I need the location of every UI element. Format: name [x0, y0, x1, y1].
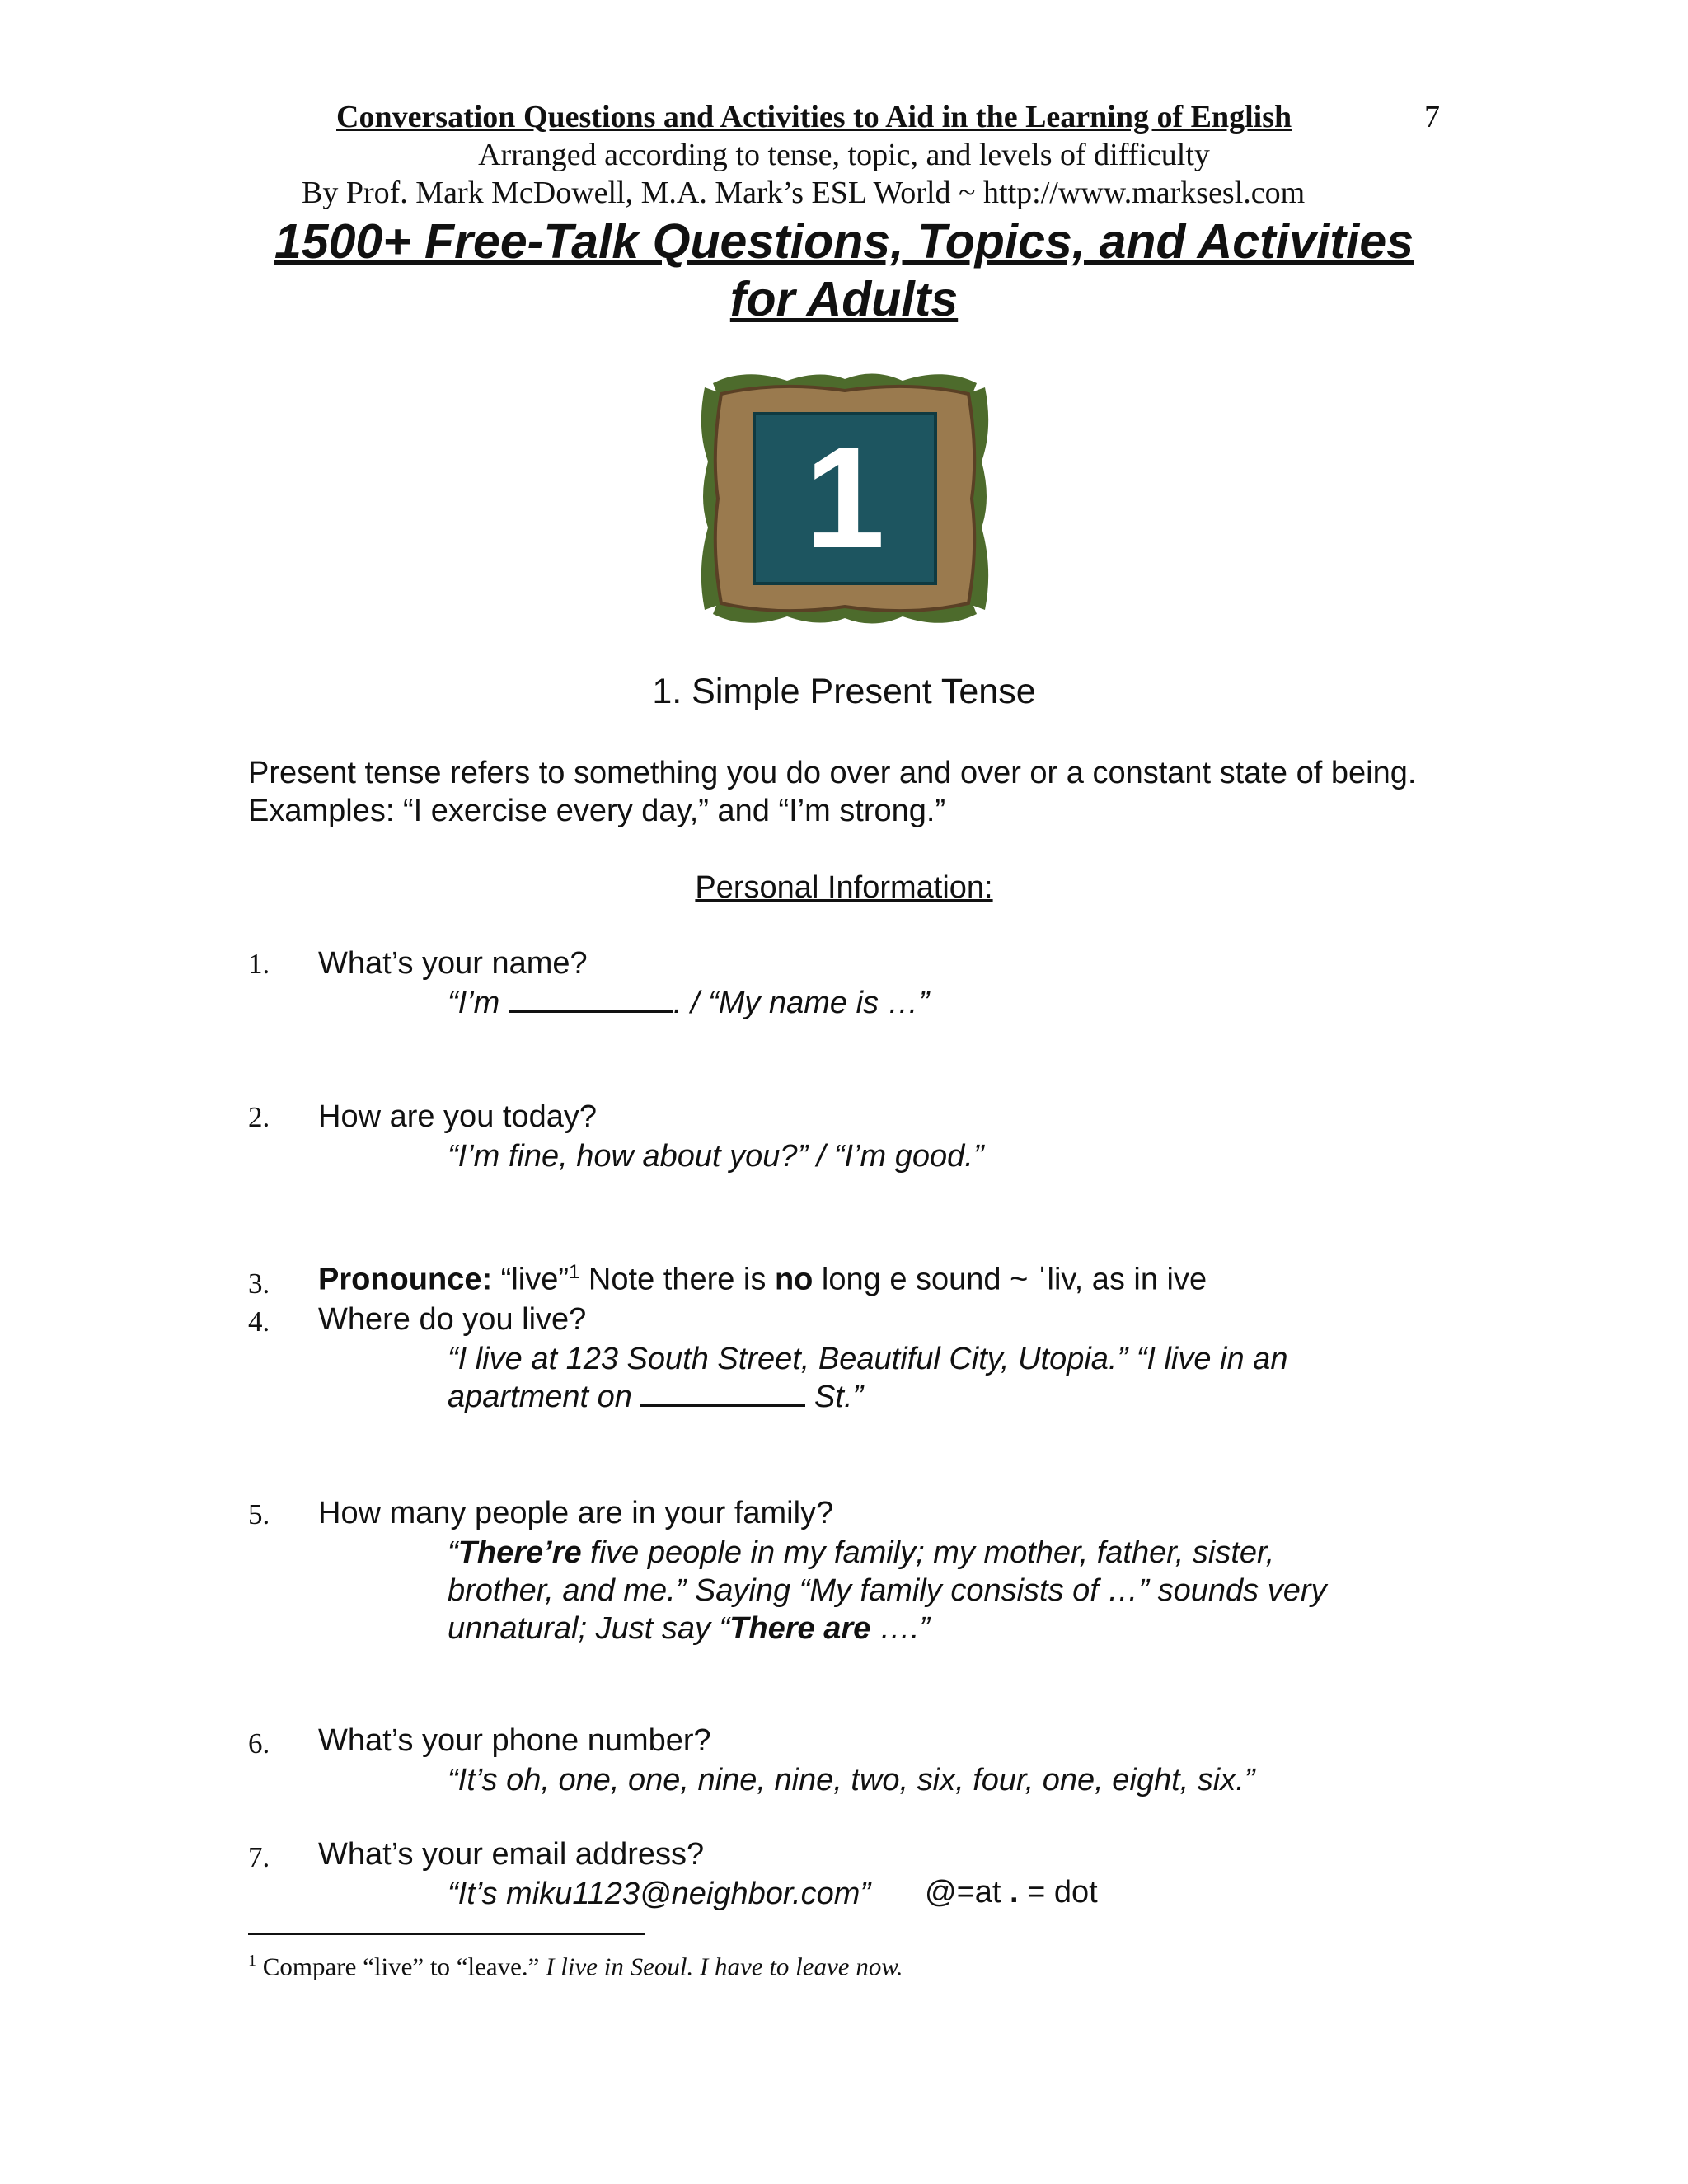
footnote-text: Compare “live” to “leave.” — [256, 1952, 546, 1981]
fill-in-blank-line — [509, 986, 673, 1013]
fill-in-blank-line — [640, 1380, 805, 1407]
item-4-number: 4. — [248, 1305, 270, 1338]
item-5-emphasis: There’re — [457, 1535, 582, 1570]
at-symbol-note: @=at — [925, 1875, 1010, 1910]
section-subheading: Personal Information: — [695, 870, 993, 905]
item-7-answer: “It’s miku1123@neighbor.com” — [448, 1877, 871, 1911]
item-1-answer — [448, 984, 929, 1022]
item-5-open-quote: “ — [448, 1535, 458, 1570]
footnote-divider — [248, 1933, 645, 1935]
item-5-answer-line-1 — [448, 1534, 1327, 1572]
item-1-answer-start: “I’m — [448, 986, 509, 1020]
item-7-question: What’s your email address? — [318, 1837, 705, 1872]
item-2-answer: “I’m fine, how about you?” / “I’m good.” — [448, 1139, 984, 1174]
section-title: 1. Simple Present Tense — [652, 672, 1036, 711]
chapter-number-badge — [696, 363, 993, 635]
item-1-answer-end: . / “My name is …” — [673, 986, 930, 1020]
item-6-answer: “It’s oh, one, one, nine, nine, two, six, four, one, eight, six.” — [448, 1763, 1255, 1797]
item-4-answer-line-2-start: apartment on — [448, 1380, 641, 1414]
item-5-answer-line-3 — [448, 1610, 1327, 1647]
item-6-number: 6. — [248, 1727, 270, 1760]
item-4-answer — [448, 1340, 1287, 1416]
badge-digit: 1 — [804, 418, 885, 579]
item-6-question: What’s your phone number? — [318, 1723, 711, 1758]
item-5-emphasis-2: There are — [729, 1611, 871, 1646]
item-7-symbol-note — [925, 1875, 1098, 1910]
item-4-answer-line-2-end: St.” — [805, 1380, 864, 1414]
header-subtitle: Arranged according to tense, topic, and levels of difficulty — [478, 138, 1210, 172]
item-2-question: How are you today? — [318, 1099, 597, 1134]
item-5-answer-line-3-end: ….” — [870, 1611, 931, 1646]
item-3-pronounce-note — [318, 1261, 1207, 1298]
footnote-mark: 1 — [248, 1952, 256, 1970]
pronounce-word: “live” — [492, 1262, 570, 1297]
dot-symbol: . — [1010, 1875, 1019, 1910]
header-series-title: Conversation Questions and Activities to Aid in the Learning of English — [336, 100, 1292, 134]
item-1-question: What’s your name? — [318, 946, 588, 981]
pronounce-note-text-end: long e sound ~ ˈliv, as in ive — [813, 1262, 1207, 1297]
header-author-line: By Prof. Mark McDowell, M.A. Mark’s ESL World ~ http://www.marksesl.com — [302, 176, 1306, 210]
pronounce-note-emphasis: no — [774, 1262, 814, 1297]
dot-symbol-note: = dot — [1018, 1875, 1098, 1910]
pronounce-note-text: Note there is — [579, 1262, 775, 1297]
page-title — [0, 213, 1688, 328]
item-2-number: 2. — [248, 1101, 270, 1133]
page-title-line-1: 1500+ Free-Talk Questions, Topics, and Activities — [274, 214, 1414, 269]
item-3-number: 3. — [248, 1268, 270, 1300]
item-5-number: 5. — [248, 1498, 270, 1530]
item-1-number: 1. — [248, 948, 270, 980]
item-4-answer-line-1: “I live at 123 South Street, Beautiful City, Utopia.” “I live in an — [448, 1342, 1288, 1376]
item-5-answer-line-3-start: unnatural; Just say “ — [448, 1611, 730, 1646]
section-intro: Present tense refers to something you do over and over or a constant state of being. Examples: “I exercise every day,” and “I’m strong.” — [248, 756, 1417, 828]
item-5-answer-line-1-rest: five people in my family; my mother, father, sister, — [581, 1535, 1275, 1570]
item-7-number: 7. — [248, 1841, 270, 1873]
item-4-answer-line-2 — [448, 1378, 1287, 1416]
item-5-question: How many people are in your family? — [318, 1496, 834, 1530]
item-5-answer — [448, 1534, 1327, 1647]
page-number: 7 — [1424, 100, 1440, 134]
footnote-reference: 1 — [569, 1261, 580, 1283]
pronounce-label: Pronounce: — [318, 1262, 493, 1297]
footnote-example: I live in Seoul. I have to leave now. — [546, 1952, 903, 1981]
footnote — [248, 1952, 903, 1981]
item-5-answer-line-2: brother, and me.” Saying “My family consists of …” sounds very — [448, 1573, 1327, 1608]
page-title-line-2: for Adults — [729, 272, 959, 326]
item-4-question: Where do you live? — [318, 1302, 587, 1337]
